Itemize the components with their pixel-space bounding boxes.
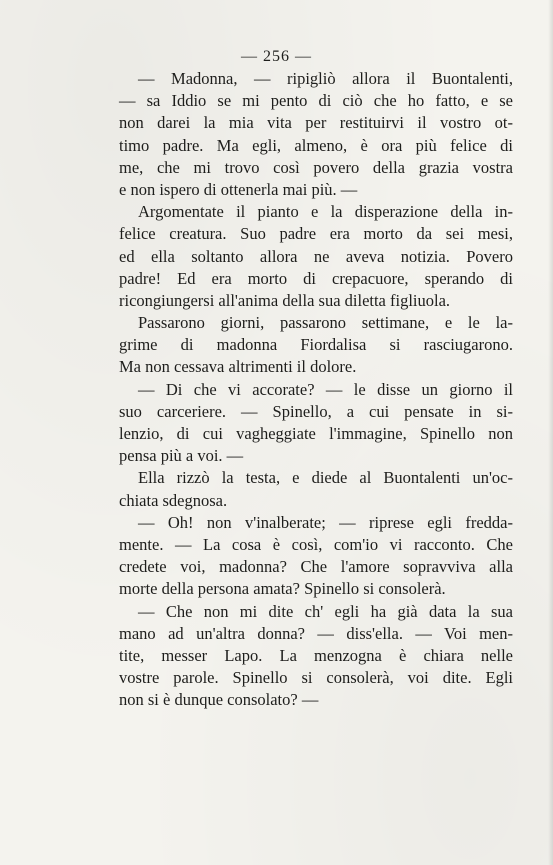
text-line: timo padre. Ma egli, almeno, è ora più felice di (119, 135, 513, 155)
page-edge-shadow (548, 0, 553, 865)
text-line: Ella rizzò la testa, e diede al Buontalenti un'oc- (138, 468, 513, 488)
text-line: tite, messer Lapo. La menzogna è chiara nelle (119, 645, 513, 665)
text-line: pensa più a voi. — (119, 446, 244, 466)
text-line: — Che non mi dite ch' egli ha già data la sua (138, 601, 513, 621)
text-line: morte della persona amata? Spinello si consolerà. (119, 579, 446, 599)
text-line: — Madonna, — ripigliò allora il Buontalenti, (138, 69, 513, 88)
text-line: mano ad un'altra donna? — diss'ella. — Voi men- (119, 623, 513, 643)
text-line: me, che mi trovo così povero della grazia vostra (119, 157, 513, 177)
text-line: non darei la mia vita per restituirvi il vostro ot- (119, 113, 513, 133)
text-line: padre! Ed era morto di crepacuore, sperando di (119, 268, 513, 288)
page-number: — 256 — (241, 48, 312, 65)
text-line: mente. — La cosa è così, com'io vi racconto. Che (119, 534, 513, 554)
text-line: non si è dunque consolato? — (119, 690, 319, 710)
text-line: — Di che vi accorate? — le disse un giorno il (138, 379, 513, 399)
text-line: felice creatura. Suo padre era morto da sei mesi, (119, 224, 513, 244)
text-line: vostre parole. Spinello si consolerà, voi dite. Egli (119, 668, 513, 688)
text-line: Ma non cessava altrimenti il dolore. (119, 357, 357, 377)
text-line: ed ella soltanto allora ne aveva notizia. Povero (119, 246, 513, 266)
text-line: — Oh! non v'inalberate; — riprese egli fredda- (138, 512, 513, 532)
body-text (119, 68, 513, 711)
text-line: — sa Iddio se mi pento di ciò che ho fatto, e se (119, 91, 513, 111)
text-line: Passarono giorni, passarono settimane, e le la- (138, 313, 513, 333)
text-line: e non ispero di ottenerla mai più. — (119, 179, 358, 199)
text-line: ricongiungersi all'anima della sua diletta figliuola. (119, 290, 451, 310)
text-line: chiata sdegnosa. (119, 490, 228, 510)
text-line: grime di madonna Fiordalisa si rasciugarono. (119, 335, 513, 355)
text-line: lenzio, di cui vagheggiate l'immagine, Spinello non (119, 424, 513, 443)
text-line: Argomentate il pianto e la disperazione della in- (138, 202, 513, 222)
text-line: credete voi, madonna? Che l'amore sopravviva alla (119, 557, 513, 577)
text-line: suo carceriere. — Spinello, a cui pensate in si- (119, 401, 513, 421)
